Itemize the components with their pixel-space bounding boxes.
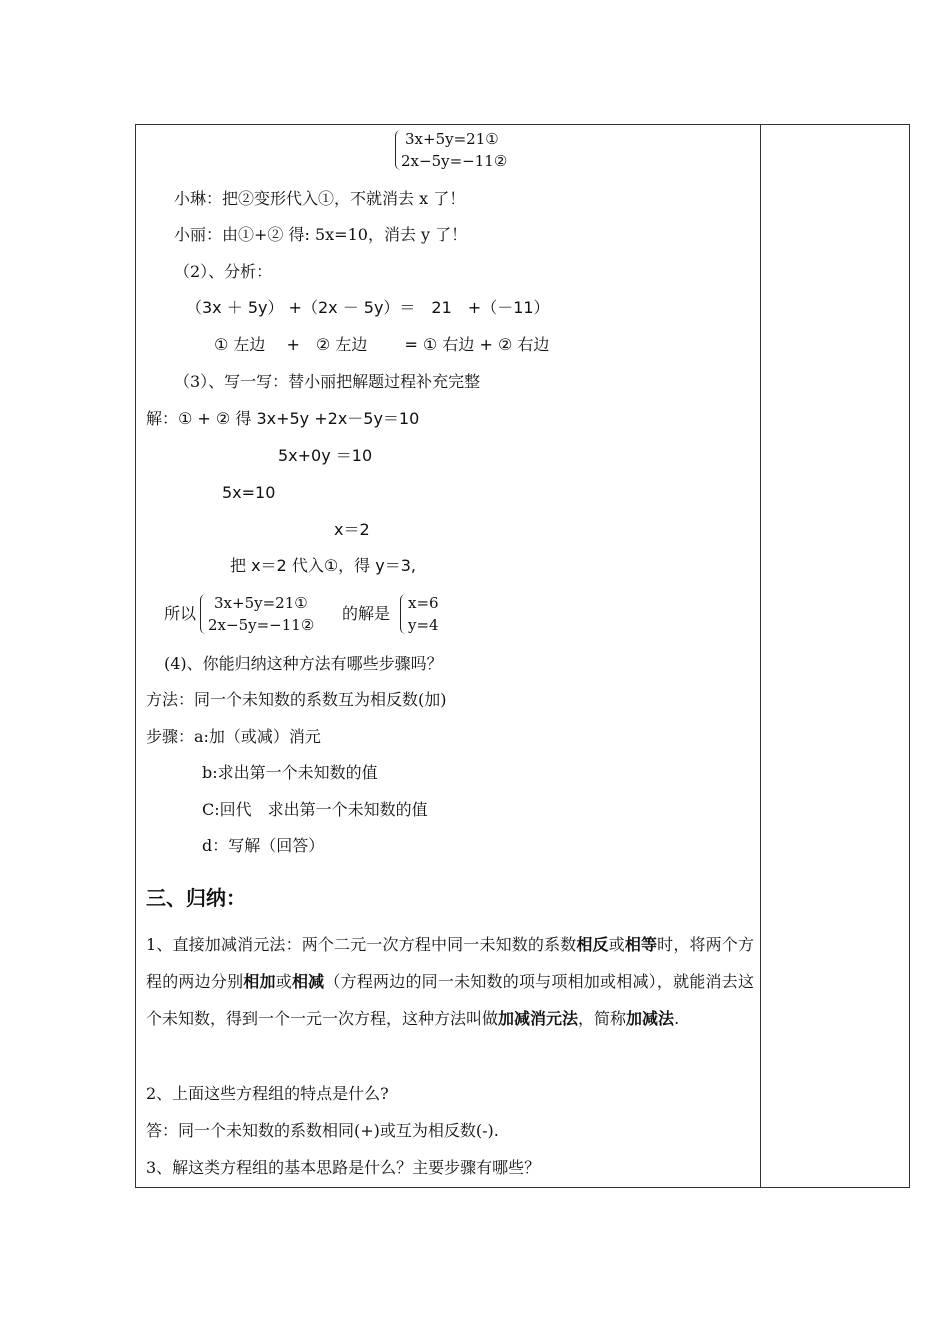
p1-bold-2: 相等 <box>624 935 658 954</box>
xiaolin-line: 小琳：把②变形代入①，不就消去 x 了！ <box>174 189 466 208</box>
system-brace <box>400 594 407 634</box>
xiaoli-line: 小丽：由①+② 得: 5x=10，消去 y 了！ <box>174 225 468 244</box>
analysis-sides: ① 左边 + ② 左边 = ① 右边 + ② 右边 <box>214 335 550 354</box>
equation-system-top <box>395 128 555 174</box>
p1-text-3: 时，将两个方程的两边分别 <box>146 935 754 991</box>
equation-system-conclusion <box>200 592 340 638</box>
solution-system <box>400 592 460 638</box>
column-divider <box>760 124 761 1188</box>
p1-bold-3: 相加 <box>243 972 276 991</box>
step-c: C:回代 求出第一个未知数的值 <box>202 800 428 819</box>
step-a: 步骤：a:加（或减）消元 <box>146 727 321 746</box>
p1-text-5: （方程两边的同一未知数的项与项相加或相减），就能消去这个未知数，得到一个一元一次方程，这种方法叫做 <box>146 972 754 1028</box>
solution-step-4: x＝2 <box>334 520 370 539</box>
p1-bold-6: 加减法 <box>626 1009 675 1028</box>
p1-bold-4: 相减 <box>291 972 325 991</box>
solution-step-3: 5x=10 <box>222 483 276 502</box>
method-line: 方法：同一个未知数的系数互为相反数(加) <box>146 690 447 709</box>
summary-paragraph-3: 答：同一个未知数的系数相同(+)或互为相反数(-). <box>146 1121 499 1140</box>
p1-text-4: 或 <box>275 972 292 991</box>
analysis-title: （2）、分析： <box>174 262 273 281</box>
conclude-prefix: 所以 <box>164 604 197 623</box>
solution-step-1: 解：① + ② 得 3x+5y +2x－5y＝10 <box>146 409 420 428</box>
p1-text-2: 或 <box>608 935 625 954</box>
conclude-mid: 的解是 <box>342 604 391 623</box>
system-eq1: 3x+5y=21① <box>405 130 499 148</box>
system-brace <box>200 594 207 634</box>
summary-paragraph-1 <box>146 926 754 1037</box>
step-b: b:求出第一个未知数的值 <box>202 763 378 782</box>
solution-x: x=6 <box>408 594 439 612</box>
system-eq2: 2x−5y=−11② <box>401 152 508 170</box>
conclusion-eq2: 2x−5y=−11② <box>208 616 315 634</box>
summary-paragraph-2: 2、上面这些方程组的特点是什么? <box>146 1084 389 1103</box>
summary-heading: 三、归纳： <box>146 886 246 910</box>
summary-paragraph-4: 3、解这类方程组的基本思路是什么？主要步骤有哪些？ <box>146 1158 541 1177</box>
question-4: (4)、你能归纳这种方法有哪些步骤吗？ <box>164 654 443 673</box>
write-title: （3）、写一写：替小丽把解题过程补充完整 <box>174 372 481 391</box>
p1-bold-5: 加减消元法 <box>498 1009 579 1028</box>
p1-text-1: 1、直接加减消元法：两个二元一次方程中同一未知数的系数 <box>146 935 577 954</box>
solution-step-2: 5x+0y ＝10 <box>278 446 373 465</box>
p1-text-6: ，简称 <box>578 1009 627 1028</box>
p1-bold-1: 相反 <box>576 935 609 954</box>
solution-y: y=4 <box>408 616 439 634</box>
conclusion-eq1: 3x+5y=21① <box>214 594 308 612</box>
p1-text-7: . <box>674 1009 680 1028</box>
analysis-equation: （3x ＋ 5y） +（2x － 5y）＝ 21 +（－11） <box>186 298 550 317</box>
step-d: d：写解（回答） <box>202 836 325 855</box>
solution-step-5: 把 x＝2 代入①，得 y＝3, <box>230 556 416 575</box>
